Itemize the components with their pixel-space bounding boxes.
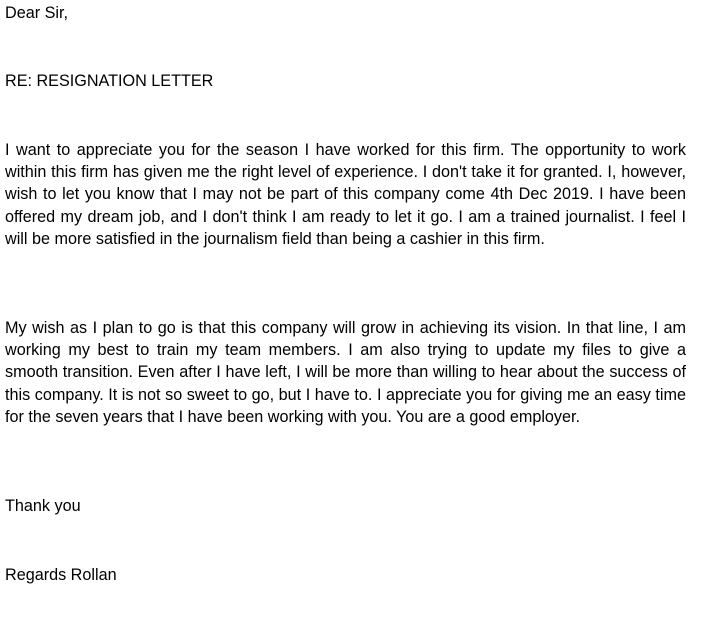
subject-line: RE: RESIGNATION LETTER	[5, 72, 214, 90]
salutation: Dear Sir,	[5, 4, 68, 22]
signature: Regards Rollan	[5, 566, 117, 584]
paragraph-1: I want to appreciate you for the season I have worked for this firm. The opportunity to work within this firm has given me the right level of experience. I don't take it for granted. I, however, wish to let you know that I may not be part of this company come 4th Dec 2019. I have been offered my dream job, and I don't think I am ready to let it go. I am a trained journalist. I feel I will be more satisfied in the journalism field than being a cashier in this firm.	[5, 141, 686, 248]
paragraph-2: My wish as I plan to go is that this company will grow in achieving its vision. In that line, I am working my best to train my team members. I am also trying to update my files to give a smooth transition. Even after I have left, I will be more than willing to hear about the success of this company. It is not so sweet to go, but I have to. I appreciate you for giving me an easy time for the seven years that I have been working with you. You are a good employer.	[5, 319, 686, 426]
closing: Thank you	[5, 497, 81, 515]
